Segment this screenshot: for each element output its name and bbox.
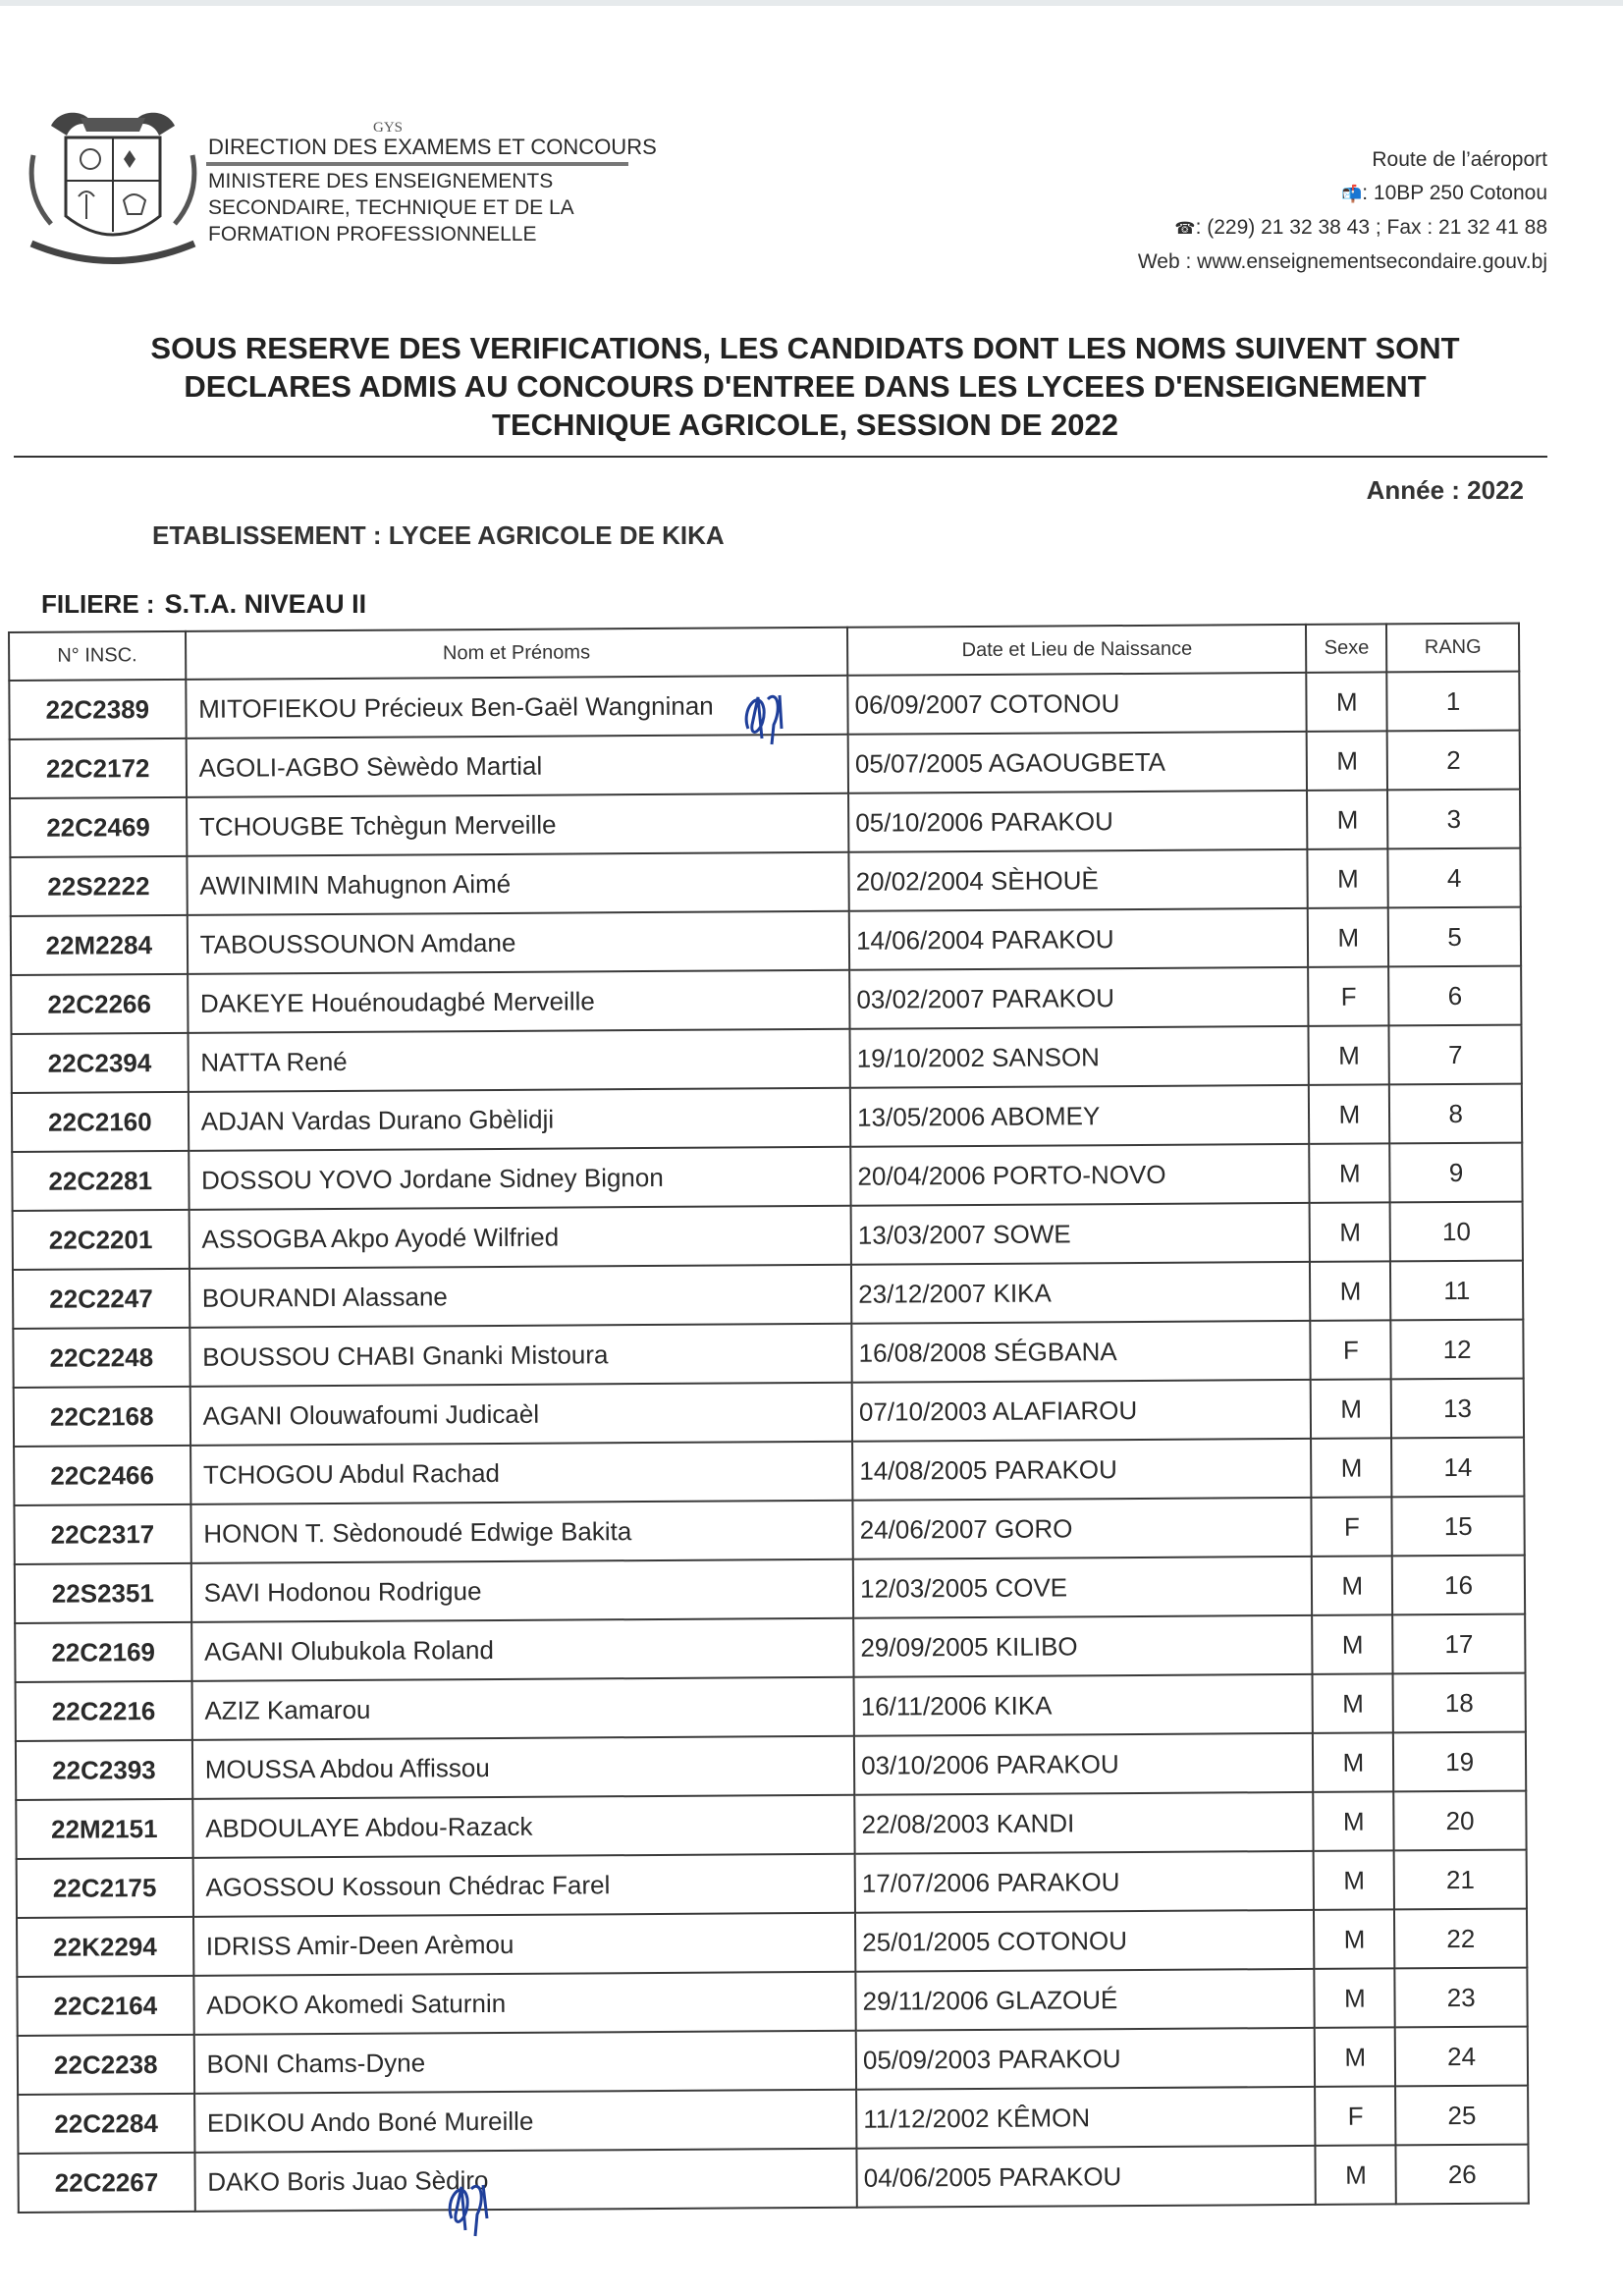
document-title <box>59 329 1551 444</box>
cell-insc: 22C2281 <box>12 1151 189 1211</box>
cell-sexe: M <box>1314 1850 1394 1909</box>
cell-insc: 22C2164 <box>17 1976 193 2036</box>
cell-rang: 23 <box>1395 1968 1528 2028</box>
filiere-value: S.T.A. NIVEAU II <box>164 589 367 619</box>
cell-nom: AWINIMIN Mahugnon Aimé <box>187 852 849 915</box>
cell-nom: TCHOGOU Abdul Rachad <box>190 1442 853 1504</box>
cell-nom: AGANI Olouwafoumi Judicaèl <box>189 1383 852 1446</box>
table-row <box>11 907 1521 975</box>
cell-date: 24/06/2007 GORO <box>852 1498 1312 1559</box>
address-line-2 <box>1138 177 1547 211</box>
handwritten-initials-signature <box>444 2165 503 2240</box>
cell-sexe: M <box>1308 848 1388 907</box>
table-row <box>17 1850 1527 1918</box>
cell-sexe: M <box>1310 1143 1390 1202</box>
cell-rang: 13 <box>1391 1379 1524 1439</box>
cell-rang: 16 <box>1392 1556 1525 1615</box>
cell-rang: 20 <box>1394 1791 1527 1851</box>
cell-date: 16/11/2006 KIKA <box>854 1674 1314 1736</box>
cell-rang: 2 <box>1387 731 1520 791</box>
cell-rang: 1 <box>1387 672 1520 732</box>
telephone-icon: ☎ <box>1174 219 1196 238</box>
cell-insc: 22C2394 <box>12 1033 189 1093</box>
header-rang: RANG <box>1386 624 1519 673</box>
cell-insc: 22K2294 <box>17 1917 193 1977</box>
cell-sexe: F <box>1311 1320 1391 1379</box>
title-line-2: DECLARES ADMIS AU CONCOURS D'ENTREE DANS LES LYCEES D'ENSEIGNEMENT <box>184 369 1427 404</box>
table-row <box>14 1497 1524 1564</box>
cell-sexe: M <box>1315 1968 1395 2027</box>
cell-sexe: M <box>1309 1084 1389 1143</box>
cell-nom: SAVI Hodonou Rodrigue <box>190 1559 853 1622</box>
institution-line-2: MINISTERE DES ENSEIGNEMENTS <box>208 170 554 192</box>
cell-insc: 22C2393 <box>16 1740 192 1800</box>
title-line-3: TECHNIQUE AGRICOLE, SESSION DE 2022 <box>492 408 1118 442</box>
cell-date: 11/12/2002 KÊMON <box>856 2087 1316 2149</box>
cell-date: 04/06/2005 PARAKOU <box>857 2146 1317 2208</box>
cell-rang: 4 <box>1388 848 1521 908</box>
table-row <box>18 2145 1528 2213</box>
handwritten-initials-signature <box>738 680 797 748</box>
cell-rang: 19 <box>1393 1732 1526 1792</box>
cell-insc: 22S2222 <box>10 856 187 916</box>
cell-sexe: M <box>1307 731 1387 790</box>
cell-sexe: M <box>1310 1202 1390 1261</box>
cell-date: 03/02/2007 PARAKOU <box>849 967 1309 1029</box>
results-table <box>8 623 1530 2214</box>
cell-rang: 22 <box>1394 1909 1527 1969</box>
cell-nom: IDRISS Amir-Deen Arèmou <box>193 1913 856 1976</box>
cell-sexe: M <box>1309 1025 1389 1084</box>
cell-nom: TABOUSSOUNON Amdane <box>187 911 849 974</box>
header-insc: N° INSC. <box>9 631 186 681</box>
table-row <box>14 1438 1524 1505</box>
header-sexe: Sexe <box>1306 624 1386 672</box>
cell-sexe: M <box>1316 2145 1396 2204</box>
cell-nom: AGANI Olubukola Roland <box>191 1618 854 1681</box>
cell-rang: 3 <box>1387 790 1520 849</box>
cell-date: 13/05/2006 ABOMEY <box>850 1085 1310 1147</box>
cell-rang: 5 <box>1388 907 1521 967</box>
cell-nom: EDIKOU Ando Boné Mureille <box>194 2090 857 2153</box>
table-row <box>17 1968 1527 2036</box>
cell-nom: BOUSSOU CHABI Gnanki Mistoura <box>189 1324 852 1387</box>
cell-rang: 9 <box>1389 1143 1522 1203</box>
cell-nom: BOURANDI Alassane <box>189 1265 852 1328</box>
cell-nom: NATTA René <box>188 1029 850 1092</box>
gys-mark: GYS <box>373 120 404 136</box>
cell-rang: 25 <box>1395 2086 1528 2146</box>
cell-rang: 21 <box>1394 1850 1527 1910</box>
table-row <box>12 1084 1522 1152</box>
filiere-key: FILIERE : <box>41 589 155 619</box>
cell-insc: 22C2284 <box>18 2094 194 2154</box>
cell-insc: 22C2389 <box>9 680 186 739</box>
cell-nom: AGOLI-AGBO Sèwèdo Martial <box>186 735 848 797</box>
cell-insc: 22C2160 <box>12 1092 189 1152</box>
institution-line-4: FORMATION PROFESSIONNELLE <box>208 223 537 246</box>
cell-nom: AGOSSOU Kossoun Chédrac Farel <box>192 1854 855 1917</box>
cell-sexe: F <box>1316 2086 1396 2145</box>
institution-rule <box>206 162 628 166</box>
cell-insc: 22S2351 <box>15 1563 191 1623</box>
cell-insc: 22C2266 <box>11 974 188 1034</box>
cell-date: 05/09/2003 PARAKOU <box>856 2028 1316 2090</box>
cell-insc: 22M2284 <box>11 915 188 975</box>
cell-nom: HONON T. Sèdonoudé Edwige Bakita <box>190 1501 853 1563</box>
table-row <box>17 1909 1527 1977</box>
cell-rang: 14 <box>1391 1438 1524 1498</box>
cell-nom: ADOKO Akomedi Saturnin <box>193 1972 856 2035</box>
cell-date: 29/11/2006 GLAZOUÉ <box>855 1969 1315 2031</box>
table-row <box>15 1556 1525 1623</box>
cell-nom: ABDOULAYE Abdou-Razack <box>192 1795 855 1858</box>
title-line-1: SOUS RESERVE DES VERIFICATIONS, LES CANDIDATS DONT LES NOMS SUIVENT SONT <box>150 331 1460 365</box>
cell-insc: 22C2469 <box>10 797 187 857</box>
annee-label: Année : 2022 <box>1366 475 1524 505</box>
cell-rang: 8 <box>1389 1084 1522 1144</box>
cell-rang: 26 <box>1396 2145 1529 2205</box>
title-divider <box>14 456 1547 458</box>
cell-sexe: M <box>1315 2027 1395 2086</box>
cell-rang: 17 <box>1392 1614 1525 1674</box>
table-row <box>15 1614 1525 1682</box>
cell-date: 14/08/2005 PARAKOU <box>852 1439 1312 1501</box>
cell-insc: 22C2317 <box>14 1504 190 1564</box>
cell-date: 20/02/2004 SÈHOUÈ <box>848 849 1308 911</box>
cell-nom: ADJAN Vardas Durano Gbèlidji <box>189 1088 851 1151</box>
cell-sexe: M <box>1311 1438 1391 1497</box>
address-line-3 <box>1138 211 1547 246</box>
table-row <box>12 1025 1522 1093</box>
cell-rang: 10 <box>1390 1202 1523 1262</box>
table-row <box>14 1379 1524 1447</box>
cell-insc: 22C2168 <box>14 1387 190 1447</box>
cell-date: 19/10/2002 SANSON <box>850 1026 1310 1088</box>
cell-rang: 24 <box>1395 2027 1528 2087</box>
table-row <box>18 2027 1528 2095</box>
cell-insc: 22C2216 <box>16 1681 192 1741</box>
institution-line-1: DIRECTION DES EXAMEMS ET CONCOURS <box>208 135 657 159</box>
cell-date: 25/01/2005 COTONOU <box>855 1910 1315 1972</box>
cell-date: 07/10/2003 ALAFIAROU <box>852 1380 1312 1442</box>
cell-sexe: M <box>1312 1556 1392 1614</box>
table-row <box>10 848 1520 916</box>
cell-date: 12/03/2005 COVE <box>853 1557 1313 1618</box>
cell-insc: 22C2172 <box>10 738 187 798</box>
cell-nom: DAKEYE Houénoudagbé Merveille <box>188 970 850 1033</box>
cell-nom: DOSSOU YOVO Jordane Sidney Bignon <box>189 1147 851 1210</box>
cell-date: 05/07/2005 AGAOUGBETA <box>848 732 1308 793</box>
cell-insc: 22C2247 <box>13 1269 189 1329</box>
cell-date: 16/08/2008 SÉGBANA <box>851 1321 1311 1383</box>
table-row <box>11 966 1521 1034</box>
cell-sexe: M <box>1308 907 1388 966</box>
table-row <box>13 1202 1523 1270</box>
cell-sexe: F <box>1309 966 1389 1025</box>
header-nom: Nom et Prénoms <box>186 628 848 680</box>
cell-insc: 22C2201 <box>13 1210 189 1270</box>
cell-sexe: M <box>1310 1261 1390 1320</box>
table-row <box>12 1143 1522 1211</box>
cell-date: 22/08/2003 KANDI <box>854 1792 1314 1854</box>
cell-date: 29/09/2005 KILIBO <box>853 1615 1313 1677</box>
cell-insc: 22M2151 <box>16 1799 192 1859</box>
table-row <box>13 1261 1523 1329</box>
cell-sexe: M <box>1314 1909 1394 1968</box>
cell-rang: 15 <box>1392 1497 1525 1557</box>
benin-coat-of-arms-emblem <box>22 106 204 273</box>
table-row <box>16 1673 1526 1741</box>
cell-sexe: M <box>1307 672 1387 731</box>
cell-date: 13/03/2007 SOWE <box>851 1203 1311 1265</box>
cell-date: 03/10/2006 PARAKOU <box>854 1733 1314 1795</box>
cell-sexe: M <box>1313 1614 1393 1673</box>
table-row <box>18 2086 1528 2154</box>
cell-nom: MITOFIEKOU Précieux Ben-Gaël Wangninan <box>186 676 848 738</box>
cell-date: 06/09/2007 COTONOU <box>847 673 1307 735</box>
cell-insc: 22C2175 <box>17 1858 193 1918</box>
cell-rang: 12 <box>1391 1320 1524 1380</box>
filiere-label <box>41 589 366 620</box>
table-row <box>16 1791 1526 1859</box>
cell-sexe: M <box>1313 1673 1393 1732</box>
header-date: Date et Lieu de Naissance <box>847 625 1307 676</box>
cell-sexe: M <box>1314 1791 1394 1850</box>
address-block <box>1138 143 1547 279</box>
address-line-1: Route de l’aéroport <box>1372 148 1547 171</box>
cell-rang: 7 <box>1389 1025 1522 1085</box>
address-line-3-text: : (229) 21 32 38 43 ; Fax : 21 32 41 88 <box>1195 216 1547 239</box>
cell-sexe: M <box>1313 1732 1393 1791</box>
cell-nom: DAKO Boris Juao Sèdjro <box>194 2149 857 2212</box>
cell-nom: TCHOUGBE Tchègun Merveille <box>187 793 849 856</box>
cell-rang: 6 <box>1388 966 1521 1026</box>
mailbox-icon: 📬 <box>1341 185 1363 203</box>
cell-date: 05/10/2006 PARAKOU <box>848 791 1308 852</box>
cell-insc: 22C2466 <box>14 1446 190 1505</box>
etablissement-label: ETABLISSEMENT : LYCEE AGRICOLE DE KIKA <box>152 520 725 550</box>
cell-insc: 22C2267 <box>18 2153 194 2213</box>
table-row <box>10 790 1520 857</box>
cell-sexe: M <box>1311 1379 1391 1438</box>
cell-sexe: M <box>1307 790 1387 848</box>
address-line-2-text: : 10BP 250 Cotonou <box>1362 182 1547 204</box>
cell-nom: MOUSSA Abdou Affissou <box>192 1736 855 1799</box>
cell-rang: 18 <box>1393 1673 1526 1733</box>
table-row <box>16 1732 1526 1800</box>
cell-insc: 22C2169 <box>15 1622 191 1682</box>
cell-nom: AZIZ Kamarou <box>191 1677 854 1740</box>
institution-line-3: SECONDAIRE, TECHNIQUE ET DE LA <box>208 196 574 219</box>
cell-date: 20/04/2006 PORTO-NOVO <box>850 1144 1310 1206</box>
cell-sexe: F <box>1312 1497 1392 1556</box>
institution-block <box>208 134 657 247</box>
cell-date: 23/12/2007 KIKA <box>851 1262 1311 1324</box>
table-row <box>13 1320 1523 1388</box>
scan-edge <box>0 0 1623 6</box>
cell-date: 14/06/2004 PARAKOU <box>849 908 1309 970</box>
address-line-4: Web : www.enseignementsecondaire.gouv.bj <box>1137 250 1547 273</box>
cell-nom: BONI Chams-Dyne <box>193 2031 856 2094</box>
cell-rang: 11 <box>1390 1261 1523 1321</box>
cell-insc: 22C2248 <box>13 1328 189 1388</box>
cell-nom: ASSOGBA Akpo Ayodé Wilfried <box>189 1206 851 1269</box>
cell-insc: 22C2238 <box>18 2035 194 2095</box>
cell-date: 17/07/2006 PARAKOU <box>855 1851 1315 1913</box>
